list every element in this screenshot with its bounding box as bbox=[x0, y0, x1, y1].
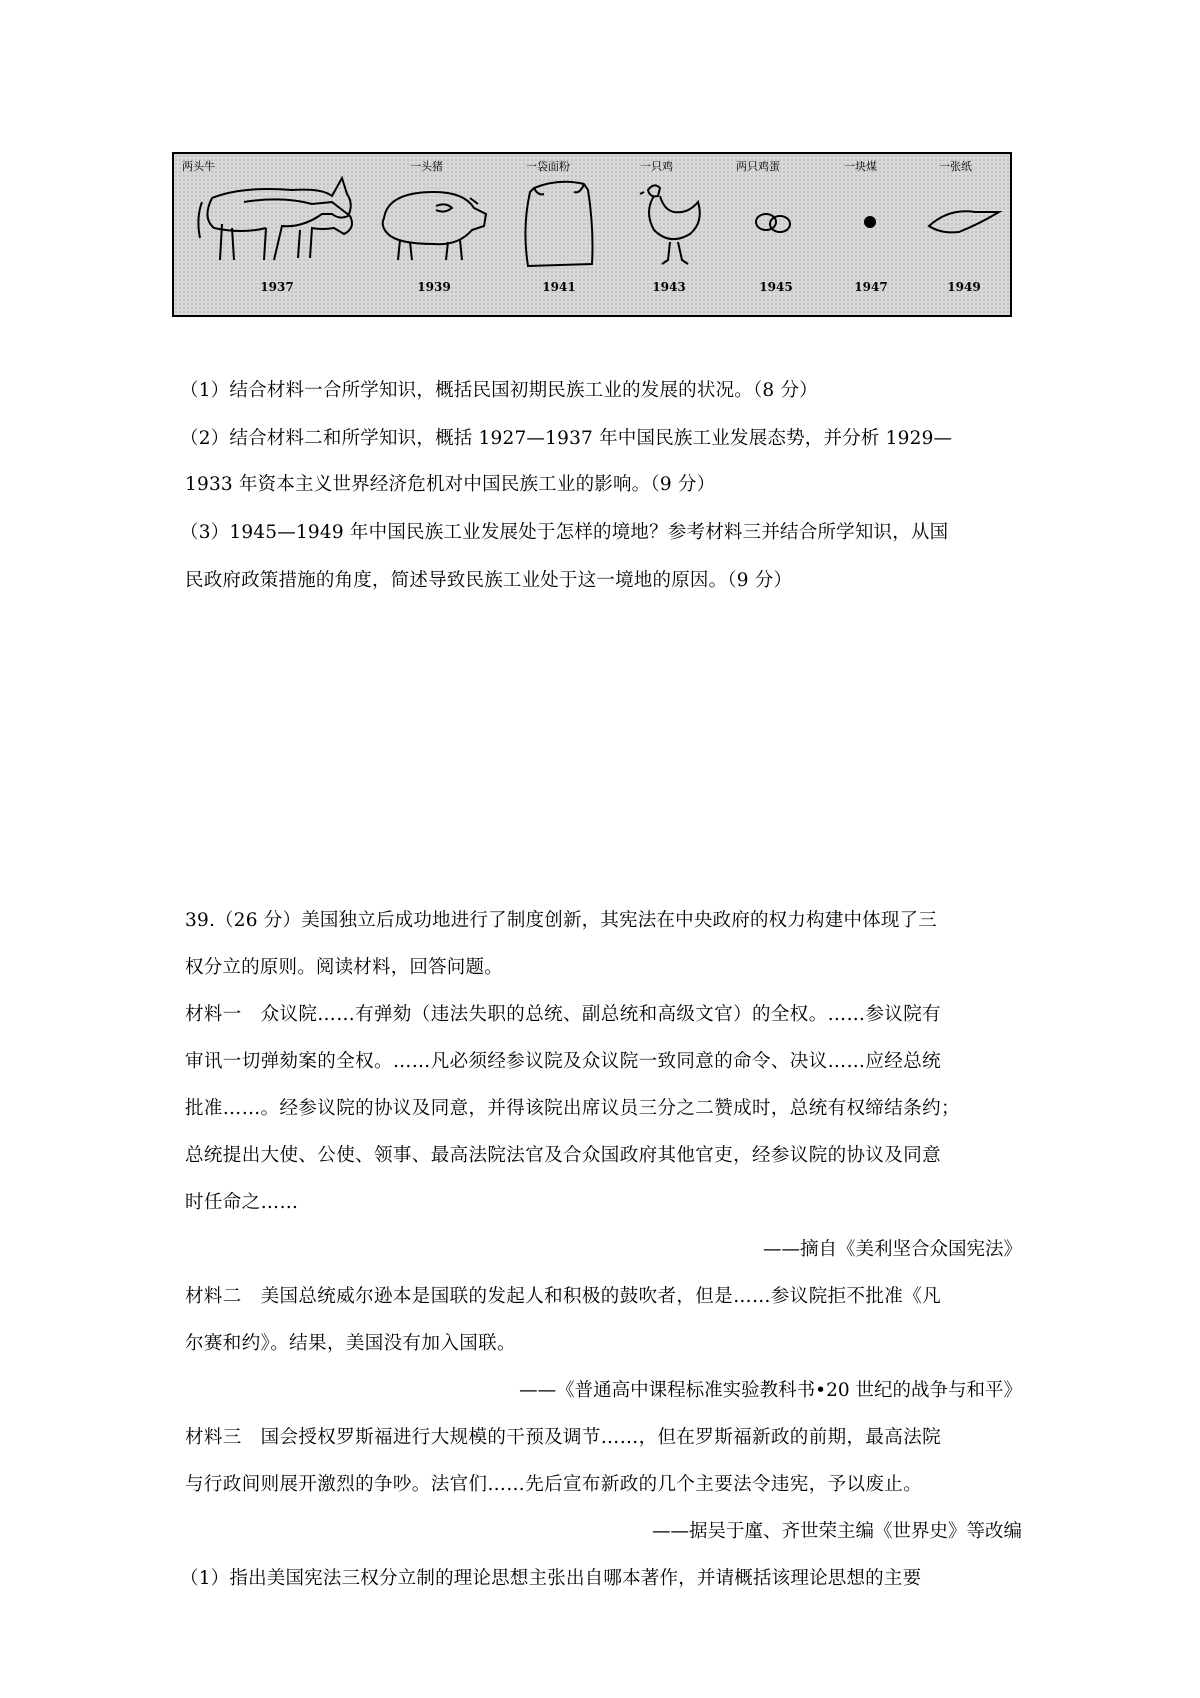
oxen-icon bbox=[182, 168, 372, 278]
panel-year: 1947 bbox=[854, 280, 888, 294]
q38-part3-line2: 民政府政策措施的角度，简述导致民族工业处于这一境地的原因。（9 分） bbox=[185, 570, 793, 591]
material1-line4: 总统提出大使、公使、领事、最高法院法官及合众国政府其他官吏，经参议院的协议及同意 bbox=[185, 1145, 942, 1166]
panel-caption: 一头猪 bbox=[410, 160, 443, 173]
material1-line1: 材料一 众议院……有弹劾（违法失职的总统、副总统和高级文官）的全权。……参议院有 bbox=[185, 1004, 942, 1025]
panel-caption: 两只鸡蛋 bbox=[736, 160, 780, 173]
q39-intro-line1: 39.（26 分）美国独立后成功地进行了制度创新，其宪法在中央政府的权力构建中体现了三 bbox=[185, 910, 937, 931]
panel-1949 bbox=[919, 154, 1009, 315]
panel-caption: 一块煤 bbox=[844, 160, 877, 173]
flour-bag-icon bbox=[504, 168, 614, 278]
panel-1939 bbox=[374, 154, 494, 315]
material3-source: ——据吴于廑、齐世荣主编《世界史》等改编 bbox=[651, 1521, 1022, 1542]
q38-part2-line1: （2）结合材料二和所学知识，概括 1927—1937 年中国民族工业发展态势，并分析 1929— bbox=[180, 428, 953, 449]
panel-year: 1937 bbox=[260, 280, 294, 294]
panel-1947 bbox=[826, 154, 916, 315]
chicken-icon bbox=[614, 168, 724, 278]
material1-line2: 审讯一切弹劾案的全权。……凡必须经参议院及众议院一致同意的命令、决议……应经总统 bbox=[185, 1051, 942, 1072]
material1-line5: 时任命之…… bbox=[185, 1192, 299, 1213]
panel-caption: 两头牛 bbox=[182, 160, 215, 173]
q39-part1-line1: （1）指出美国宪法三权分立制的理论思想主张出自哪本著作，并请概括该理论思想的主要 bbox=[180, 1568, 922, 1589]
q38-part3-line1: （3）1945—1949 年中国民族工业发展处于怎样的境地？参考材料三并结合所学知识，从国 bbox=[180, 522, 949, 543]
panel-year: 1939 bbox=[417, 280, 451, 294]
material2-line2: 尔赛和约》。结果，美国没有加入国联。 bbox=[185, 1333, 516, 1354]
material2-line1: 材料二 美国总统威尔逊本是国联的发起人和积极的鼓吹者，但是……参议院拒不批准《凡 bbox=[185, 1286, 942, 1307]
q38-part2-line2: 1933 年资本主义世界经济危机对中国民族工业的影响。（9 分） bbox=[185, 474, 716, 495]
panel-caption: 一袋面粉 bbox=[526, 160, 570, 173]
panel-1945 bbox=[726, 154, 826, 315]
panel-year: 1943 bbox=[652, 280, 686, 294]
material3-line2: 与行政间则展开激烈的争吵。法官们……先后宣布新政的几个主要法令违宪，予以废止。 bbox=[185, 1474, 923, 1495]
material1-source: ——摘自《美利坚合众国宪法》 bbox=[762, 1239, 1022, 1260]
panel-year: 1941 bbox=[542, 280, 576, 294]
pig-icon bbox=[374, 168, 494, 278]
panel-year: 1945 bbox=[759, 280, 793, 294]
material2-source: ——《普通高中课程标准实验教科书•20 世纪的战争与和平》 bbox=[519, 1380, 1022, 1401]
panel-1937 bbox=[182, 154, 372, 315]
q38-part1: （1）结合材料一合所学知识，概括民国初期民族工业的发展的状况。（8 分） bbox=[180, 380, 818, 401]
panel-1943 bbox=[614, 154, 724, 315]
q39-intro-line2: 权分立的原则。阅读材料，回答问题。 bbox=[185, 957, 503, 978]
eggs-icon bbox=[726, 168, 826, 278]
coal-icon bbox=[826, 168, 916, 278]
currency-devaluation-illustration bbox=[172, 152, 1012, 317]
panel-1941 bbox=[504, 154, 614, 315]
material1-line3: 批准……。经参议院的协议及同意，并得该院出席议员三分之二赞成时，总统有权缔结条约； bbox=[185, 1098, 960, 1119]
panel-year: 1949 bbox=[947, 280, 981, 294]
paper-icon bbox=[919, 168, 1009, 278]
material3-line1: 材料三 国会授权罗斯福进行大规模的干预及调节……，但在罗斯福新政的前期，最高法院 bbox=[185, 1427, 942, 1448]
panel-caption: 一张纸 bbox=[939, 160, 972, 173]
panel-caption: 一只鸡 bbox=[640, 160, 673, 173]
